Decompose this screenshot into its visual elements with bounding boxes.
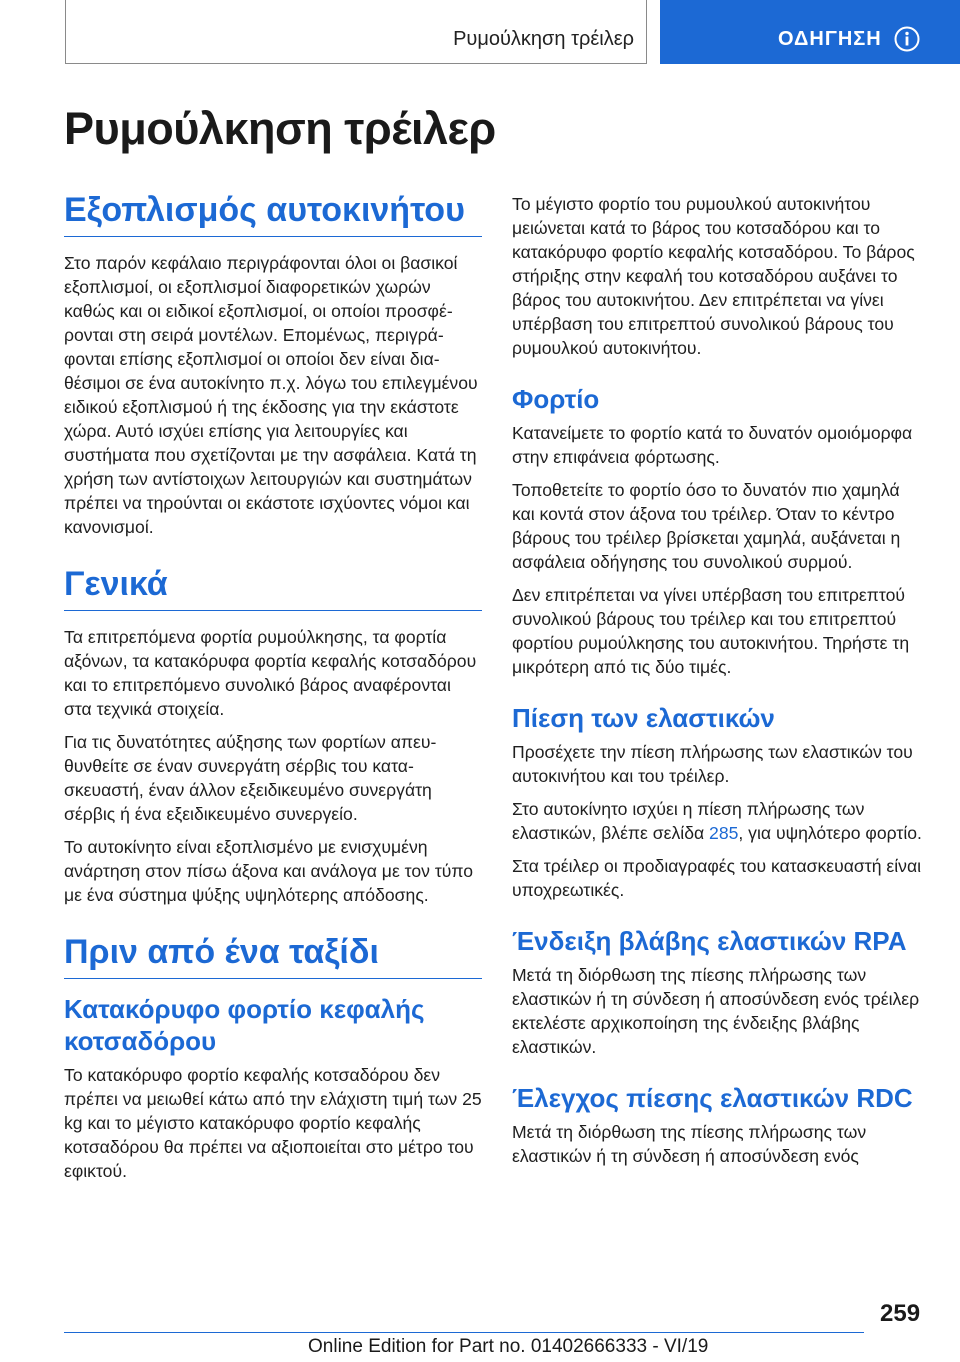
paragraph: Μετά τη διόρθωση της πίεσης πλήρωσης των ελαστικών ή τη σύνδεση ή αποσύνδεση ενός τρέιλερ εκτελέστε αρχικοποίηση της ένδειξης βλάβης ελαστικών. — [512, 965, 920, 1057]
subheading-tire-pressure: Πίεση των ελαστικών — [512, 703, 775, 733]
section-heading-general: Γενικά — [64, 565, 168, 603]
page-number: 259 — [880, 1300, 921, 1327]
footer-divider — [64, 1332, 864, 1333]
header-section-label: ΟΔΗΓΗΣΗ — [778, 28, 882, 50]
subheading-rpa: Ένδειξη βλάβης ελαστικών RPA — [512, 926, 907, 956]
text: , για υψηλότερο φορτίο. — [738, 823, 922, 843]
section-heading-before-trip: Πριν από ένα ταξίδι — [64, 933, 379, 971]
paragraph: Δεν επιτρέπεται να γίνει υπέρβαση του επιτρεπτού συνολικού βάρους του τρέιλερ και του επιτρεπτού φορτίου ρυμούλκησης του αυτοκινήτου. Τηρήστε τη μικρότερη από τις δύο τιμές. — [512, 585, 910, 677]
paragraph: Στο παρόν κεφάλαιο περιγράφονται όλοι οι βασικοί εξοπλισμοί, οι εξοπλισμοί διαφορετικών χωρών καθώς και οι ειδικοί εξοπλισμοί, οι οποίοι προσφέρονται στη σειρά μοντέλων. Επομένως, περιγράφονται επίσης εξοπλισμοί οι οποίοι δεν είναι διαθέσιμοι σε ένα αυτοκίνητο π.χ. λόγω του επιλεγμένου ειδικού εξοπλισμού ή της έκδοσης για την εκάστοτε χώρα. Αυτό ισχύει επίσης για λειτουργίες και συστήματα που σχετίζονται με την ασφάλεια. Κατά τη χρήση των αντίστοιχων λειτουργιών και συστημάτων πρέπει να τηρούνται οι εκάστοτε ισχύοντες νόμοι και κανονισμοί. — [64, 253, 478, 537]
header-chapter-tab — [65, 0, 647, 64]
page-title: Ρυμούλκηση τρέιλερ — [64, 103, 496, 154]
right-column — [512, 192, 924, 1177]
paragraph: Στα τρέιλερ οι προδιαγραφές του κατασκευαστή είναι υποχρεωτικές. — [512, 856, 922, 900]
paragraph: Μετά τη διόρθωση της πίεσης πλήρωσης των ελαστικών ή τη σύνδεση ή αποσύνδεση ενός — [512, 1122, 867, 1166]
paragraph: Κατανείμετε το φορτίο κατά το δυνατόν ομοιόμορφα στην επιφάνεια φόρτωσης. — [512, 423, 913, 467]
info-circle-icon[interactable] — [894, 26, 920, 52]
paragraph: Για τις δυνατότητες αύξησης των φορτίων απευθυνθείτε σε έναν συνεργάτη σέρβις του κατασκευαστή, έναν άλλον εξειδικευμένο συνεργάτη σέρβις ή ένα εξειδικευμένο συνεργείο. — [64, 732, 437, 824]
footer-edition: Online Edition for Part no. 01402666333 - VI/19 — [308, 1336, 709, 1357]
section-heading-equipment: Εξοπλισμός αυτοκινήτου — [64, 191, 465, 229]
section-divider — [64, 236, 482, 237]
subheading-rdc: Έλεγχος πίεσης ελαστικών RDC — [512, 1083, 913, 1113]
paragraph: Το μέγιστο φορτίο του ρυμουλκού αυτοκινήτου μειώνεται κατά το βάρος του κοτσαδόρου και το κατακόρυφο φορτίο κεφαλής κοτσαδόρου. Το βάρος στήριξης στην κεφαλή του κοτσαδόρου αυξάνει το βάρος του αυτοκινήτου. Δεν επιτρέπεται να γίνει υπέρβαση του επιτρεπτού συνολικού βάρους του ρυμουλκού αυτοκινήτου. — [512, 194, 915, 358]
subheading-vertical-load: Κατακόρυφο φορτίο κεφαλής κοτσαδόρου — [64, 994, 425, 1056]
paragraph: Προσέχετε την πίεση πλήρωσης των ελαστικών του αυτοκινήτου και του τρέιλερ. — [512, 742, 913, 786]
text: Στο αυτοκίνητο ισχύει η πίεση πλήρωσης των ελαστικών, βλέπε σελίδα — [512, 799, 865, 843]
paragraph: Τοποθετείτε το φορτίο όσο το δυνατόν πιο χαμηλά και κοντά στον άξονα του τρέιλερ. Όταν το κέντρο βάρους του τρέιλερ βρίσκεται χαμηλά, αυξάνεται η ασφάλεια οδήγησης του συνολικού συρμού. — [512, 480, 901, 572]
header-section-tab[interactable] — [660, 0, 960, 64]
section-divider — [64, 610, 482, 611]
section-divider — [64, 978, 482, 979]
paragraph — [512, 797, 924, 845]
subheading-load: Φορτίο — [512, 384, 600, 414]
paragraph: Το κατακόρυφο φορτίο κεφαλής κοτσαδόρου δεν πρέπει να μειωθεί κάτω από την ελάχιστη τιμή των 25 kg και το μέγιστο κατακόρυφο φορτίο κεφαλής κοτσαδόρου θα πρέπει να αξιοποιείται στο μέτρο του εφικτού. — [64, 1065, 482, 1181]
paragraph: Το αυτοκίνητο είναι εξοπλισμένο με ενισχυμένη ανάρτηση στον πίσω άξονα και ανάλογα με τον τύπο με ένα σύστημα ψύξης υψηλότερης απόδοσης. — [64, 837, 474, 905]
paragraph: Τα επιτρεπόμενα φορτία ρυμούλκησης, τα φορτία αξόνων, τα κατακόρυφα φορτία κεφαλής κοτσαδόρου και το επιτρεπόμενο συνολικό βάρος αναφέρονται στα τεχνικά στοιχεία. — [64, 627, 477, 719]
header-chapter-title: Ρυμούλκηση τρέιλερ — [453, 28, 634, 50]
page-link[interactable]: 285 — [709, 823, 739, 843]
left-column — [64, 190, 482, 1192]
